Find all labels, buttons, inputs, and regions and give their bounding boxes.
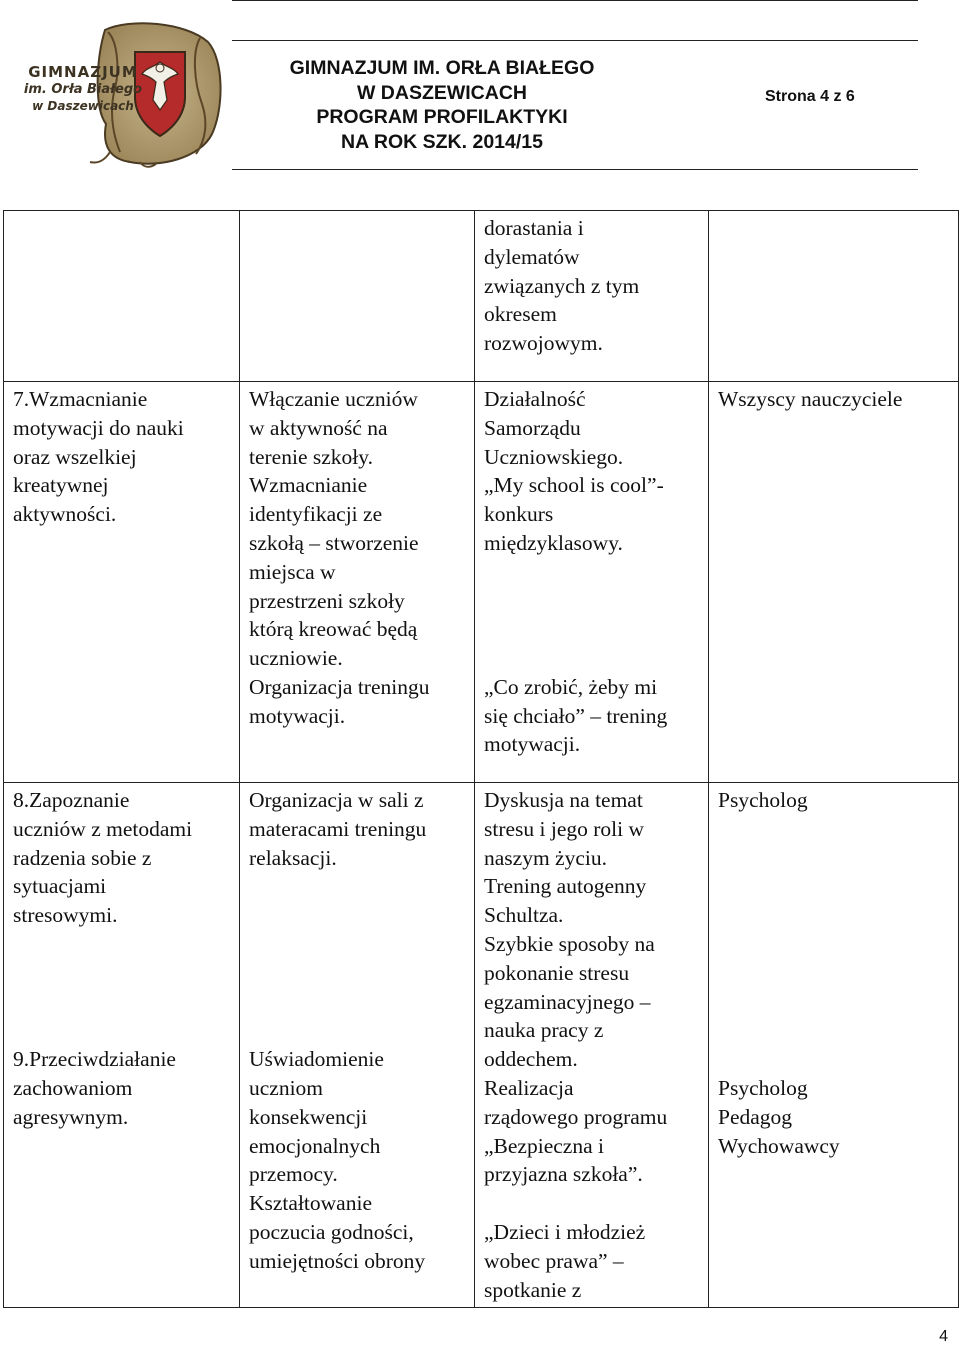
cell-line: przyjazna szkoła”. (484, 1162, 643, 1187)
cell-line (13, 988, 231, 1017)
cell-line (13, 1016, 231, 1045)
cell-line: stresowymi. (13, 903, 118, 928)
logo-line-2: im. Orła Białego (23, 82, 143, 97)
cell-line: emocjonalnych (249, 1133, 381, 1158)
goal-cell (4, 783, 240, 1308)
cell-line: uczniom (249, 1075, 324, 1100)
cell-line: oddechem. (484, 1047, 578, 1072)
cell-line: motywacji. (249, 703, 346, 728)
tasks-cell (240, 211, 475, 382)
logo-line-1: GIMNAZJUM (28, 63, 138, 81)
cell-line: sytuacjami (13, 874, 107, 899)
cell-line: Pedagog (718, 1104, 793, 1129)
cell-line (249, 1016, 466, 1045)
cell-line (718, 988, 950, 1017)
cell-line: zachowaniom (13, 1075, 133, 1100)
cell-line: Wszyscy nauczyciele (718, 387, 903, 411)
cell-line: „Bezpieczna i (484, 1133, 604, 1158)
cell-line: motywacji. (484, 732, 581, 757)
header-rule-upper (232, 40, 918, 41)
cell-line: Trening autogenny (484, 874, 647, 899)
cell-line: dorastania i (484, 216, 584, 240)
header-rule-lower (232, 169, 918, 170)
cell-line: materacami treningu (249, 816, 427, 841)
cell-line: Samorządu (484, 415, 581, 440)
responsible-cell (709, 382, 959, 783)
cell-line: związanych z tym (484, 273, 640, 298)
cell-line (718, 815, 950, 844)
cell-line: agresywnym. (13, 1104, 129, 1129)
cell-line: pokonanie stresu (484, 960, 630, 985)
document-title (232, 56, 652, 154)
cell-line: Działalność (484, 387, 586, 411)
cell-line: przestrzeni szkoły (249, 588, 405, 613)
cell-line: Organizacja treningu (249, 674, 430, 699)
cell-line (718, 901, 950, 930)
header-top-rule (232, 0, 918, 1)
cell-line: Organizacja w sali z (249, 788, 424, 812)
logo-line-3: w Daszewicach (32, 99, 134, 113)
cell-line: Wychowawcy (718, 1133, 840, 1158)
cell-line: Szybkie sposoby na (484, 931, 655, 956)
goal-cell (4, 211, 240, 382)
cell-line: uczniów z metodami (13, 816, 193, 841)
forms-cell (475, 211, 709, 382)
goal-cell (4, 382, 240, 783)
page-indicator: Strona 4 z 6 (765, 88, 855, 105)
cell-line (13, 930, 231, 959)
cell-line: egzaminacyjnego – (484, 989, 651, 1014)
cell-line: międzyklasowy. (484, 530, 623, 555)
cell-line: umiejętności obrony (249, 1248, 426, 1273)
cell-line: kreatywnej (13, 473, 109, 498)
cell-line: relaksacji. (249, 845, 337, 870)
cell-line (249, 901, 466, 930)
cell-line: 7.Wzmacnianie (13, 387, 148, 411)
cell-line: miejsca w (249, 559, 336, 584)
cell-line: rozwojowym. (484, 331, 603, 356)
cell-line: Wzmacnianie (249, 473, 368, 498)
cell-line: aktywności. (13, 502, 117, 527)
cell-line: oraz wszelkiej (13, 444, 137, 469)
cell-line: naszym życiu. (484, 845, 607, 870)
cell-line (249, 930, 466, 959)
tasks-cell (240, 382, 475, 783)
tasks-cell (240, 783, 475, 1308)
cell-line: konsekwencji (249, 1104, 368, 1129)
cell-line: stresu i jego roli w (484, 816, 645, 841)
cell-line (249, 872, 466, 901)
cell-line: Kształtowanie (249, 1191, 372, 1216)
cell-line: „Dzieci i młodzież (484, 1220, 646, 1245)
cell-line (13, 959, 231, 988)
title-line: PROGRAM PROFILAKTYKI (316, 106, 568, 128)
cell-line: uczniowie. (249, 646, 343, 671)
table-row (4, 783, 959, 1308)
title-line: NA ROK SZK. 2014/15 (341, 130, 543, 153)
cell-line: terenie szkoły. (249, 444, 373, 469)
cell-line: „Co zrobić, żeby mi (484, 674, 658, 699)
cell-line (718, 1016, 950, 1045)
cell-line: okresem (484, 302, 557, 327)
cell-line: poczucia godności, (249, 1219, 414, 1244)
title-line: GIMNAZJUM IM. ORŁA BIAŁEGO (289, 57, 595, 79)
cell-line: wobec prawa” – (484, 1248, 624, 1273)
cell-line: przemocy. (249, 1162, 338, 1187)
table-row (4, 382, 959, 783)
cell-line (718, 1045, 950, 1074)
forms-cell (475, 382, 709, 783)
cell-line (718, 959, 950, 988)
cell-line: motywacji do nauki (13, 415, 184, 440)
cell-line: którą kreować będą (249, 617, 418, 642)
cell-line: 8.Zapoznanie (13, 788, 130, 812)
cell-line: Uświadomienie (249, 1047, 384, 1072)
cell-line: w aktywność na (249, 415, 388, 440)
cell-line: nauka pracy z (484, 1018, 604, 1043)
cell-line: spotkanie z (484, 1277, 582, 1302)
cell-line: Schultza. (484, 903, 564, 928)
school-logo (10, 12, 225, 170)
cell-line: Dyskusja na temat (484, 788, 643, 812)
cell-line (718, 844, 950, 873)
responsible-cell (709, 783, 959, 1308)
logo-text (18, 64, 148, 115)
cell-line: Psycholog (718, 788, 808, 812)
responsible-cell (709, 211, 959, 382)
title-line: W DASZEWICACH (356, 81, 528, 104)
cell-line: Włączanie uczniów (249, 387, 418, 411)
cell-line: 9.Przeciwdziałanie (13, 1047, 176, 1072)
table-row (4, 211, 959, 382)
cell-line: „My school is cool”- (484, 473, 664, 498)
forms-cell (475, 783, 709, 1308)
program-table (3, 210, 959, 1308)
cell-line: rządowego programu (484, 1104, 668, 1129)
cell-line (249, 988, 466, 1017)
cell-line (718, 930, 950, 959)
cell-line: szkołą – stworzenie (249, 530, 419, 555)
cell-line: konkurs (484, 502, 554, 527)
cell-line (718, 872, 950, 901)
cell-line: identyfikacji ze (249, 502, 383, 527)
cell-line: Psycholog (718, 1075, 808, 1100)
page-number: 4 (939, 1328, 948, 1345)
cell-line: dylematów (484, 244, 580, 269)
cell-line (249, 959, 466, 988)
cell-line: się chciało” – trening (484, 703, 668, 728)
cell-line: Uczniowskiego. (484, 444, 624, 469)
cell-line: radzenia sobie z (13, 845, 152, 870)
cell-line: Realizacja (484, 1075, 574, 1100)
